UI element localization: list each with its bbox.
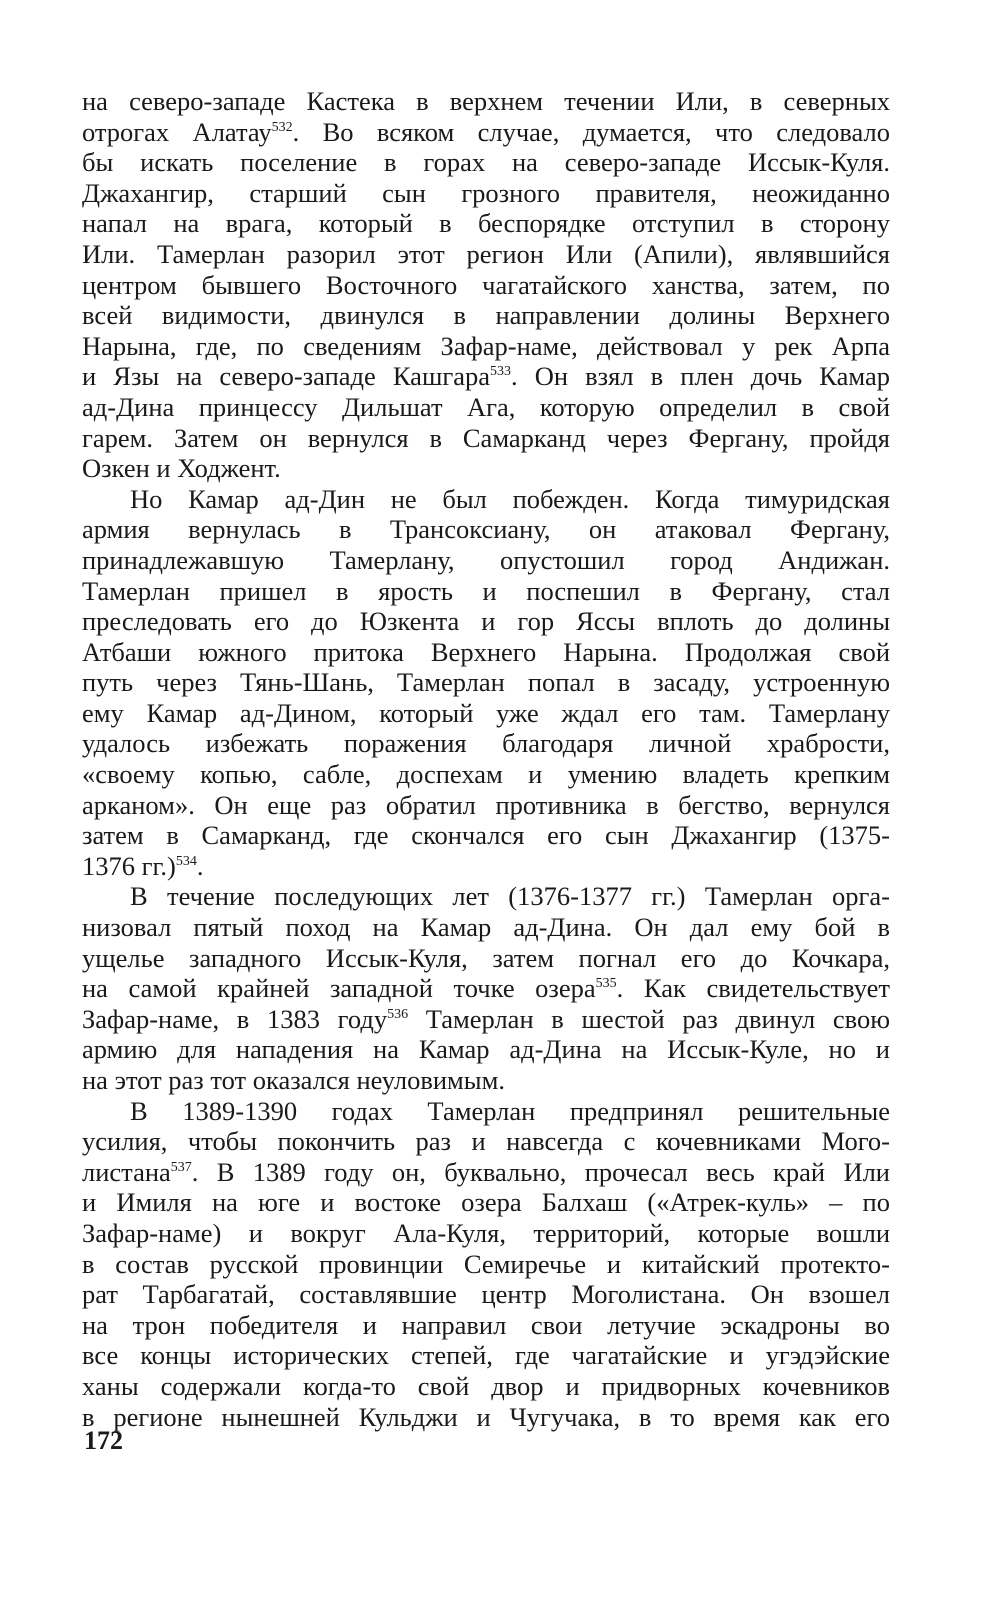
text-line <box>82 117 890 148</box>
text-line <box>82 300 890 331</box>
text-segment: на этот раз тот оказался неуловимым. <box>82 1065 505 1095</box>
text-line <box>82 759 890 790</box>
text-line <box>82 912 890 943</box>
text-segment: в регионе нынешней Кульджи и Чугучака, в то время как его <box>82 1401 890 1432</box>
paragraph <box>82 881 890 1095</box>
text-segment: и Язы на северо-западе Кашгара <box>82 361 490 392</box>
text-segment: армия вернулась в Трансоксиану, он атаковал Фергану, <box>82 514 890 545</box>
text-segment: Озкен и Ходжент. <box>82 453 281 484</box>
text-segment: . <box>196 850 204 881</box>
text-segment: . Он взял в плен дочь Камар <box>511 361 890 392</box>
text-segment: армию для нападения на Камар ад-Дина на Иссык-Куле, но и <box>82 1034 890 1065</box>
text-segment: Тамерлан пришел в ярость и поспешил в Фергану, стал <box>82 575 890 606</box>
text-segment: на северо-западе Кастека в верхнем течении Или, в северных <box>82 86 890 116</box>
text-line <box>82 1096 890 1127</box>
text-line <box>82 1157 890 1188</box>
text-segment: усилия, чтобы покончить раз и навсегда с кочевниками Мого- <box>82 1126 890 1157</box>
text-line <box>82 576 890 607</box>
text-segment: ущелье западного Иссык-Куля, затем погнал его до Кочкара, <box>82 942 890 973</box>
text-line <box>82 881 890 912</box>
text-line <box>82 667 890 698</box>
text-segment: всей видимости, двинулся в направлении долины Верхнего <box>82 300 890 331</box>
text-line <box>82 270 890 301</box>
text-segment: ад-Дина принцессу Дильшат Ага, которую определил в свой <box>82 391 890 422</box>
text-segment: «своему копью, сабле, доспехам и умению владеть крепким <box>82 759 890 790</box>
text-segment: удалось избежать поражения благодаря личной храбрости, <box>82 728 890 759</box>
text-line <box>82 178 890 209</box>
text-line <box>82 606 890 637</box>
text-segment: напал на врага, который в беспорядке отступил в сторону <box>82 208 890 239</box>
page-text <box>82 86 890 1432</box>
text-line <box>82 943 890 974</box>
footnote-ref: 536 <box>387 1006 409 1022</box>
text-line <box>82 453 890 484</box>
text-segment: . Как свидетельствует <box>616 973 890 1004</box>
text-line <box>82 1402 890 1433</box>
page-number: 172 <box>84 1426 123 1455</box>
text-line <box>82 1187 890 1218</box>
text-line <box>82 392 890 423</box>
footnote-ref: 535 <box>595 976 617 992</box>
paragraph <box>82 484 890 882</box>
text-segment: преследовать его до Юзкента и гор Яссы вплоть до долины <box>82 606 890 637</box>
text-segment: принадлежавшую Тамерлану, опустошил город Андижан. <box>82 544 890 575</box>
text-line <box>82 484 890 515</box>
text-segment: Но Камар ад-Дин не был побежден. Когда тимуридская <box>130 483 890 514</box>
paragraph <box>82 86 890 484</box>
text-line <box>82 1218 890 1249</box>
text-line <box>82 1004 890 1035</box>
text-segment: рат Тарбагатай, составлявшие центр Моголистана. Он взошел <box>82 1279 890 1310</box>
text-segment: Тамерлан в шестой раз двинул свою <box>408 1003 890 1034</box>
text-segment: центром бывшего Восточного чагатайского ханства, затем, по <box>82 269 890 300</box>
text-line <box>82 698 890 729</box>
text-segment: ханы содержали когда-то свой двор и придворных кочевников <box>82 1370 890 1401</box>
text-segment: бы искать поселение в горах на северо-западе Иссык-Куля. <box>82 147 890 178</box>
text-segment: В 1389-1390 годах Тамерлан предпринял решительные <box>130 1095 890 1126</box>
text-segment: в состав русской провинции Семиречье и китайский протекто- <box>82 1248 890 1279</box>
text-segment: Зафар-наме, в 1383 году <box>82 1003 388 1034</box>
text-segment: низовал пятый поход на Камар ад-Дина. Он дал ему бой в <box>82 912 890 943</box>
text-line <box>82 851 890 882</box>
text-segment: Нарына, где, по сведениям Зафар-наме, действовал у рек Арпа <box>82 330 890 361</box>
text-line <box>82 1034 890 1065</box>
footnote-ref: 533 <box>490 364 511 380</box>
text-line <box>82 1065 890 1096</box>
text-segment: Или. Тамерлан разорил этот регион Или (Апили), являвшийся <box>82 238 890 269</box>
text-segment: отрогах Алатау <box>82 116 272 147</box>
text-line <box>82 973 890 1004</box>
text-line <box>82 361 890 392</box>
footnote-ref: 534 <box>175 854 197 870</box>
text-line <box>82 239 890 270</box>
text-line <box>82 1279 890 1310</box>
text-segment: . Во всяком случае, думается, что следовало <box>292 116 890 147</box>
text-line <box>82 1340 890 1371</box>
text-segment: В течение последующих лет (1376-1377 гг.) Тамерлан орга- <box>130 881 890 912</box>
text-segment: все концы исторических степей, где чагатайские и угэдэйские <box>82 1340 890 1371</box>
text-segment: Джахангир, старший сын грозного правителя, неожиданно <box>82 177 890 208</box>
text-segment: листана <box>82 1156 171 1187</box>
text-line <box>82 1126 890 1157</box>
text-line <box>82 423 890 454</box>
text-segment: на самой крайней западной точке озера <box>82 973 596 1004</box>
text-segment: арканом». Он еще раз обратил противника в бегство, вернулся <box>82 789 890 820</box>
footnote-ref: 532 <box>271 119 293 135</box>
text-line <box>82 514 890 545</box>
paragraph <box>82 1096 890 1433</box>
text-line <box>82 637 890 668</box>
text-segment: на трон победителя и направил свои летучие эскадроны во <box>82 1309 890 1340</box>
text-line <box>82 790 890 821</box>
text-line <box>82 820 890 851</box>
text-line <box>82 86 890 117</box>
text-line <box>82 208 890 239</box>
text-segment: 1376 гг.) <box>82 850 176 881</box>
text-line <box>82 1371 890 1402</box>
text-line <box>82 545 890 576</box>
text-segment: Атбаши южного притока Верхнего Нарына. Продолжая свой <box>82 636 890 667</box>
text-segment: затем в Самарканд, где скончался его сын Джахангир (1375- <box>82 820 890 851</box>
text-line <box>82 147 890 178</box>
footnote-ref: 537 <box>170 1159 192 1175</box>
text-line <box>82 331 890 362</box>
text-segment: путь через Тянь-Шань, Тамерлан попал в засаду, устроенную <box>82 667 890 698</box>
text-segment: и Имиля на юге и востоке озера Балхаш («Атрек-куль» – по <box>82 1187 890 1218</box>
text-line <box>82 728 890 759</box>
text-line <box>82 1249 890 1280</box>
text-segment: гарем. Затем он вернулся в Самарканд через Фергану, пройдя <box>82 422 890 453</box>
text-segment: Зафар-наме) и вокруг Ала-Куля, территорий, которые вошли <box>82 1217 890 1248</box>
text-segment: ему Камар ад-Дином, который уже ждал его там. Тамерлану <box>82 697 890 728</box>
text-line <box>82 1310 890 1341</box>
text-segment: . В 1389 году он, буквально, прочесал весь край Или <box>191 1156 890 1187</box>
